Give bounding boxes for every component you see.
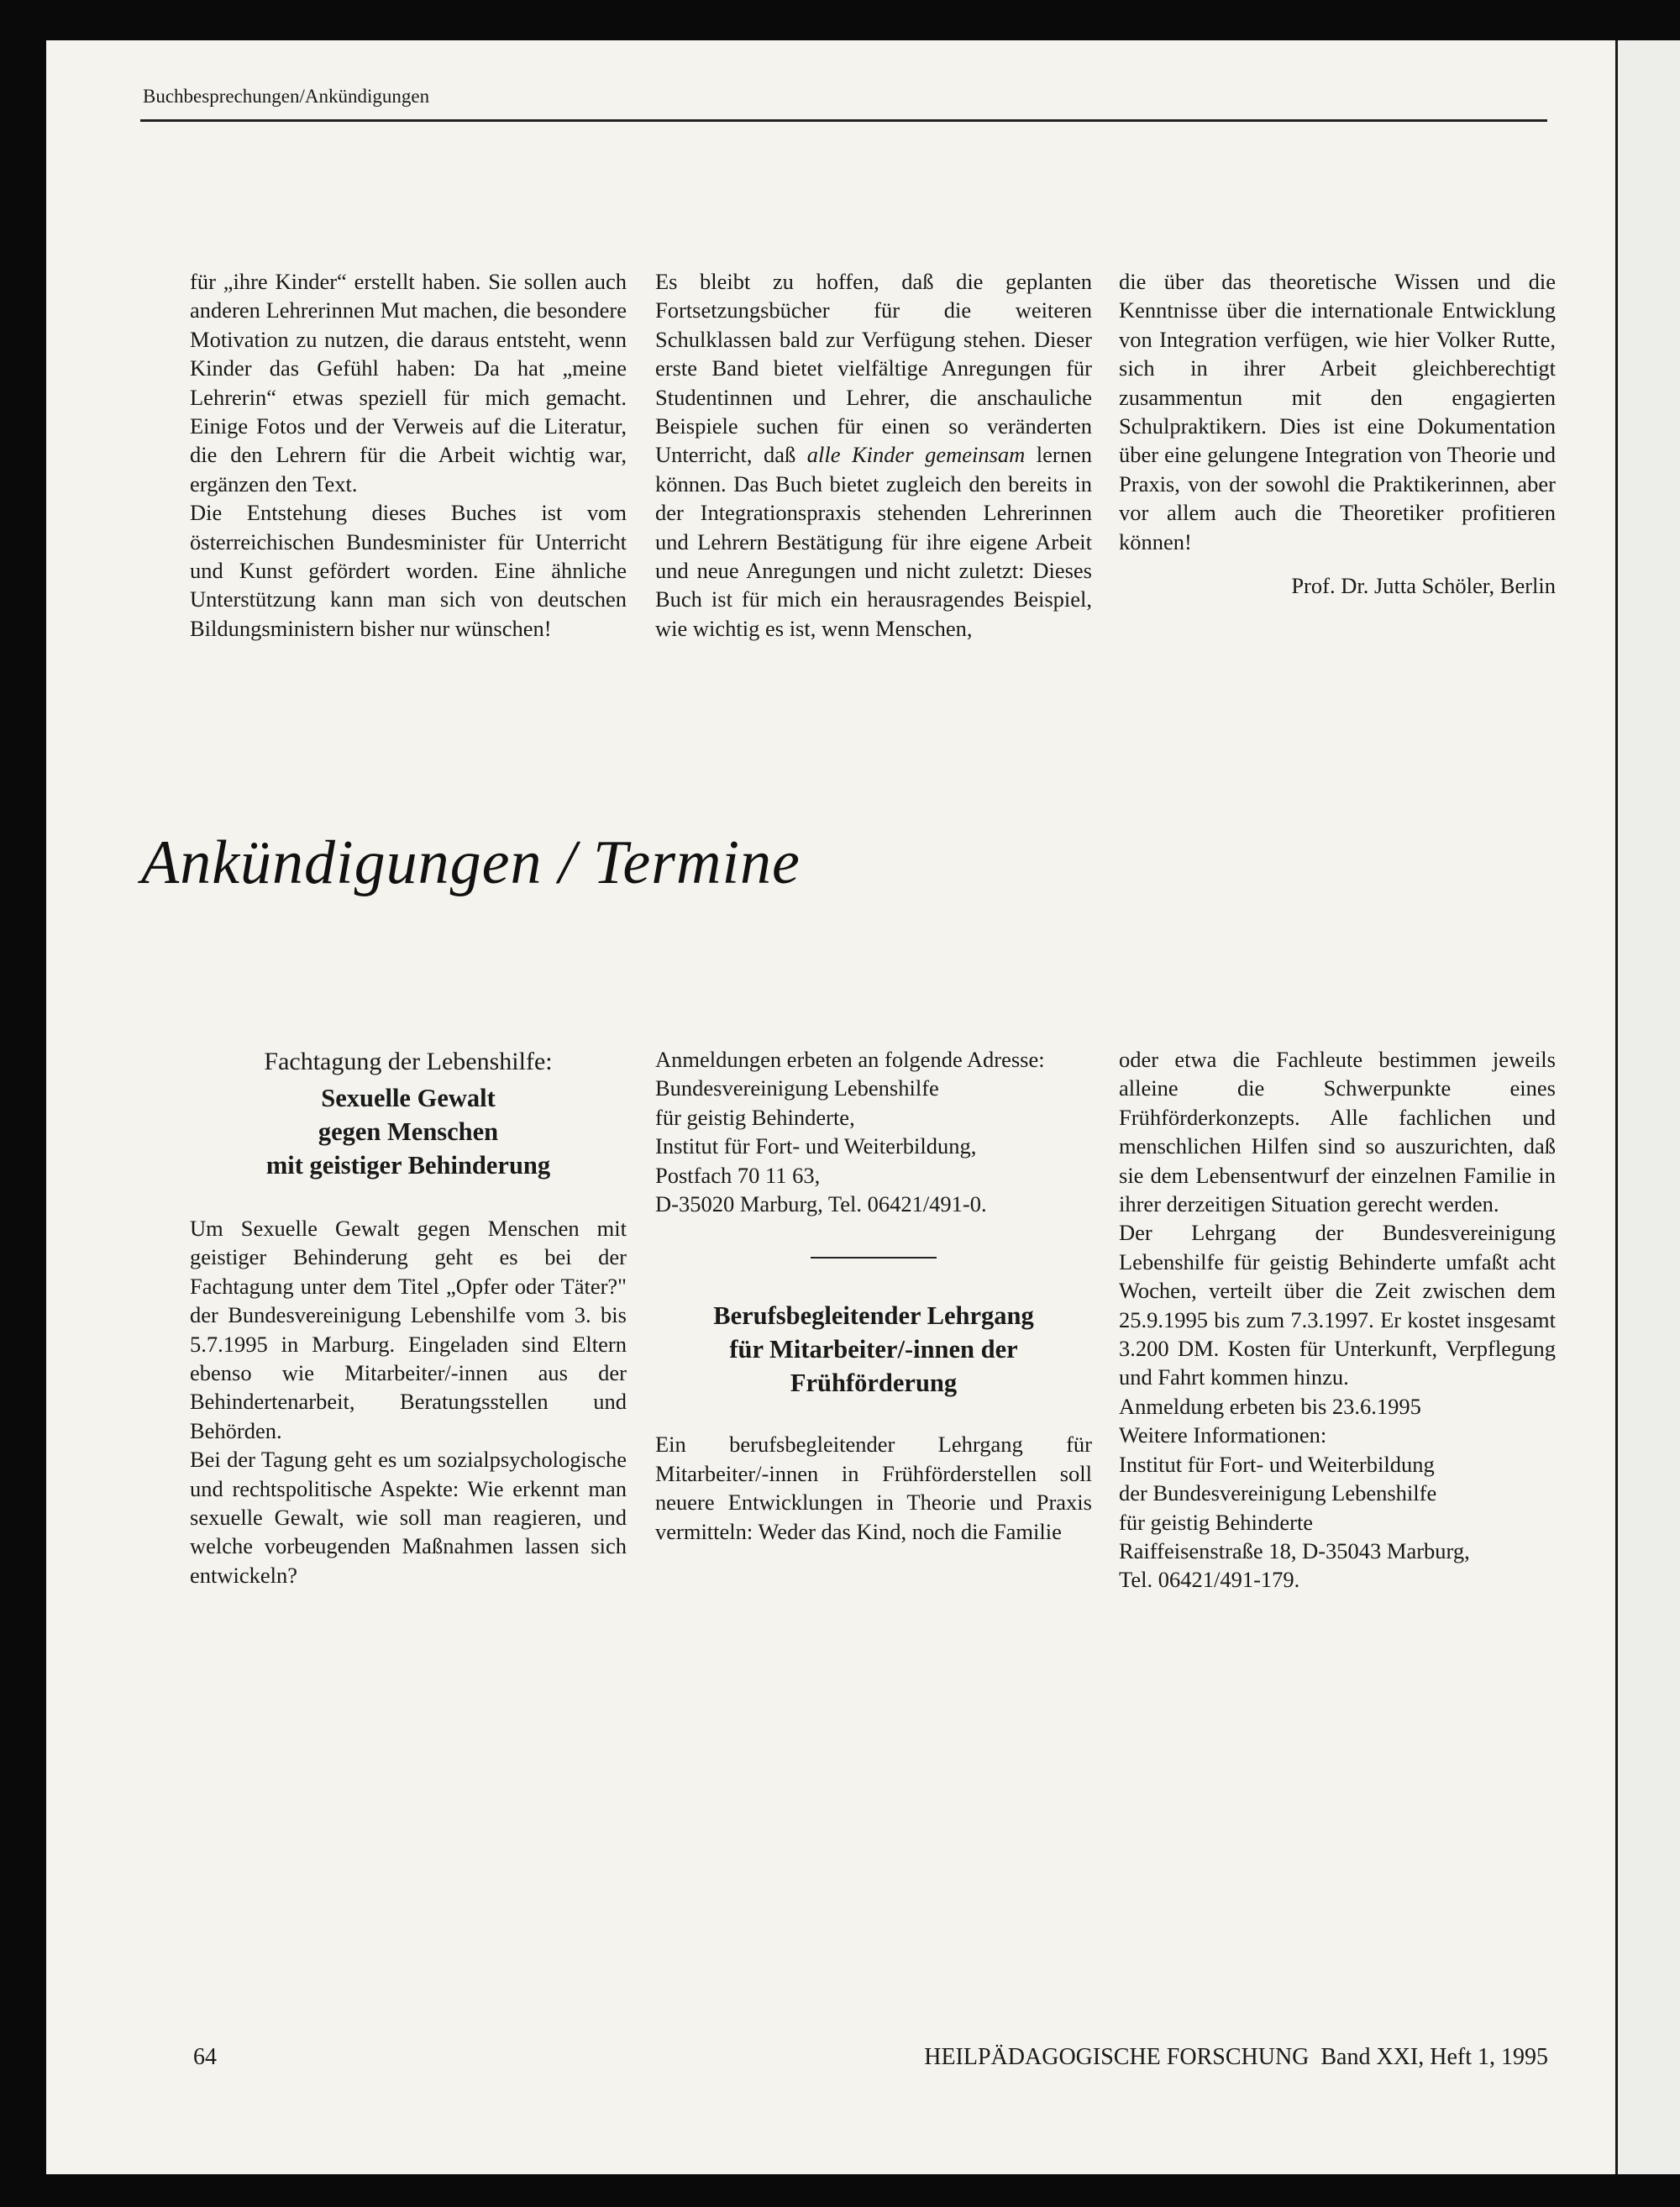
announcement-2-paragraph: oder etwa die Fachleute bestimmen jeweils alleine die Schwerpunkte eines Frühförderkonzepts. Alle fachlichen und menschlichen Hilfen sind so auszurichten, daß sie dem Lebensentwurf der einzelnen Familie in ihrer derzeitigen Situation gerecht werden. <box>1119 1047 1556 1217</box>
header-rule <box>140 119 1547 122</box>
announcement-2-paragraph: Ein berufsbegleitender Lehrgang für Mitarbeiter/-innen in Frühförderstellen soll neuere Entwicklungen in Theorie und Praxis vermitteln: Weder das Kind, noch die Familie <box>655 1432 1092 1544</box>
announcement-1-title-line: Sexuelle Gewalt <box>321 1084 496 1112</box>
info-line: Institut für Fort- und Weiterbildung <box>1119 1451 1435 1477</box>
info-line: für geistig Behinderte <box>1119 1509 1314 1535</box>
announcement-1-kicker: Fachtagung der Lebenshilfe: <box>264 1048 553 1075</box>
journal-citation: HEILPÄDAGOGISCHE FORSCHUNG Band XXI, Heft 1, 1995 <box>924 2044 1548 2070</box>
announcement-2-paragraph: Der Lehrgang der Bundesvereinigung Lebenshilfe für geistig Behinderte umfaßt acht Wochen, verteilt über die Zeit zwischen dem 25.9.1995 bis zum 7.3.1997. Er kostet insgesamt 3.200 DM. Kosten für Unterkunft, Verpflegung und Fahrt kommen hinzu. <box>1119 1220 1556 1390</box>
announcement-1-paragraph: Um Sexuelle Gewalt gegen Menschen mit geistiger Behinderung geht es bei der Fachtagung unter dem Titel „Opfer oder Täter?" der Bundesvereinigung Lebenshilfe vom 3. bis 5.7.1995 in Marburg. Eingeladen sind Eltern ebenso wie Mitarbeiter/-innen aus der Behindertenarbeit, Beratungsstellen und Behörden. <box>190 1216 627 1443</box>
running-head: Buchbesprechungen/Ankündigungen <box>143 86 430 107</box>
info-line: der Bundesvereinigung Lebenshilfe <box>1119 1480 1437 1506</box>
announcement-2-title-line: für Mitarbeiter/-innen der <box>729 1335 1018 1364</box>
review-paragraph: für „ihre Kinder“ erstellt haben. Sie sollen auch anderen Lehrerinnen Mut machen, die besondere Motivation zu nutzen, die daraus entsteht, wenn Kinder das Gefühl haben: Da hat „meine Lehrerin“ etwas speziell für mich gemacht. Einige Fotos und der Verweis auf die Literatur, die den Lehrern für die Arbeit wichtig war, ergänzen den Text. <box>190 269 627 497</box>
address-line: für geistig Behinderte, <box>655 1104 855 1130</box>
next-page-edge <box>1615 40 1680 2174</box>
review-column-1 <box>190 267 627 643</box>
review-paragraph <box>655 267 1092 643</box>
info-line: Raiffeisenstraße 18, D-35043 Marburg, <box>1119 1537 1470 1563</box>
address-line: D-35020 Marburg, Tel. 06421/491-0. <box>655 1191 987 1217</box>
info-line: Anmeldung erbeten bis 23.6.1995 <box>1119 1393 1421 1419</box>
announcement-1-title-line: gegen Menschen <box>318 1117 499 1146</box>
info-line: Tel. 06421/491-179. <box>1119 1567 1300 1593</box>
announcement-1-column <box>190 1046 627 1590</box>
page-number: 64 <box>193 2044 217 2070</box>
section-title: Ankündigungen / Termine <box>141 828 801 897</box>
review-text: lernen können. Das Buch bietet zugleich den bereits in der Integrationspraxis stehenden Lehrerinnen und Lehrern Bestätigung für ihre eigene Arbeit und neue Anregungen und nicht zuletzt: Dieses Buch ist für mich ein herausragendes Beispiel, wie wichtig es ist, wenn Menschen, <box>655 442 1093 641</box>
address-line: Anmeldungen erbeten an folgende Adresse: <box>655 1047 1045 1072</box>
announcement-2-title-line: Berufsbegleitender Lehrgang <box>713 1301 1034 1331</box>
review-paragraph: Die Entstehung dieses Buches ist vom österreichischen Bundesminister für Unterricht und Kunst gefördert worden. Eine ähnliche Unterstützung kann man sich von deutschen Bildungsministern bisher nur wünschen! <box>190 500 627 641</box>
announcement-1-title-line: mit geistiger Behinderung <box>265 1151 551 1180</box>
review-paragraph: die über das theoretische Wissen und die Kenntnisse über die internationale Entwicklung von Integration verfügen, wie hier Volker Rutte, sich in ihrer Arbeit gleichberechtigt zusammentun mit den engagierten Schulpraktikern. Dies ist eine Dokumentation über eine gelungene Integration von Theorie und Praxis, von der sowohl die Praktikerinnen, aber vor allem auch die Theoretiker profitieren können! <box>1119 269 1556 554</box>
address-line: Institut für Fort- und Weiterbildung, <box>655 1133 977 1159</box>
review-column-3 <box>1119 267 1556 600</box>
review-text: Es bleibt zu hoffen, daß die geplanten Fortsetzungsbücher für die weiteren Schulklassen bald zur Verfügung stehen. Dieser erste Band bietet vielfältige Anregungen für Studentinnen und Lehrer, die anschauliche Beispiele suchen für einen so veränderten Unterricht, daß <box>655 269 1092 468</box>
review-signature: Prof. Dr. Jutta Schöler, Berlin <box>1291 573 1556 599</box>
announcement-2-column <box>1119 1045 1556 1595</box>
address-line: Bundesvereinigung Lebenshilfe <box>655 1075 939 1101</box>
separator-rule <box>811 1257 937 1259</box>
announcement-middle-column <box>655 1045 1092 1546</box>
info-line: Weitere Informationen: <box>1119 1422 1327 1448</box>
announcement-2-title-line: Frühförderung <box>790 1369 958 1398</box>
address-line: Postfach 70 11 63, <box>655 1162 821 1188</box>
review-column-2 <box>655 267 1092 643</box>
announcement-1-paragraph: Bei der Tagung geht es um sozialpsychologische und rechtspolitische Aspekte: Wie erkennt man sexuelle Gewalt, wie soll man reagieren, und welche vorbeugenden Maßnahmen lassen sich entwickeln? <box>190 1447 627 1588</box>
review-emphasis: alle Kinder gemeinsam <box>806 442 1026 468</box>
